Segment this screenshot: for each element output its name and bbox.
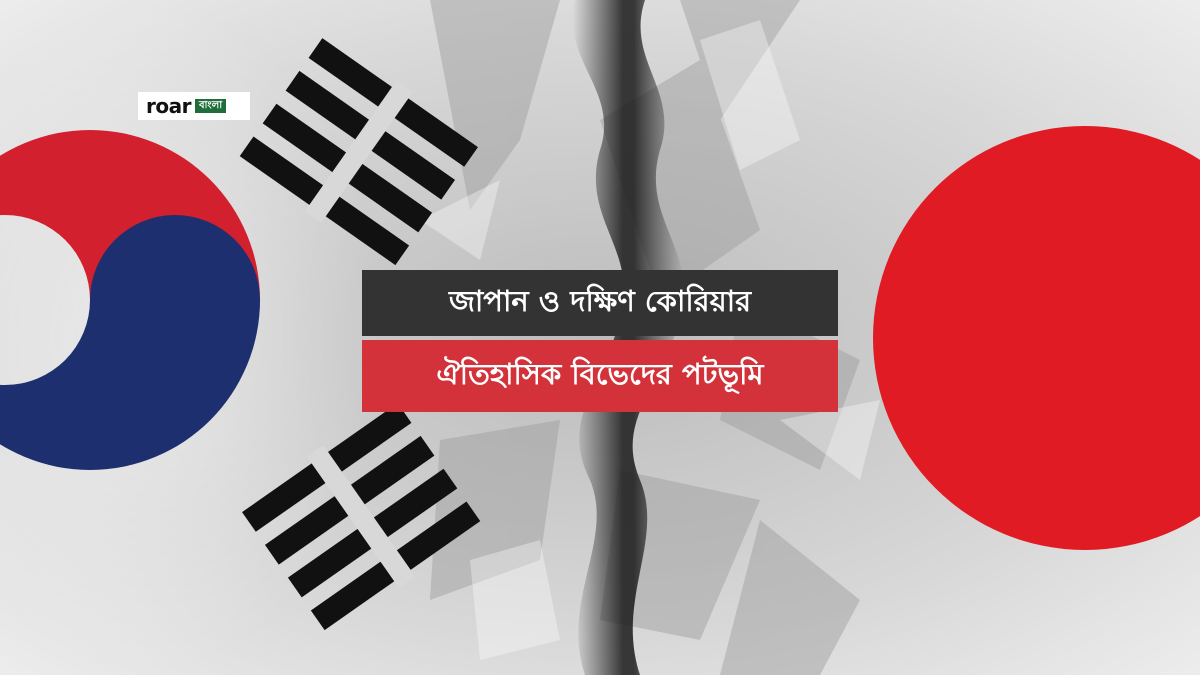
brand-logo[interactable] — [138, 92, 250, 120]
brand-name: roar — [146, 94, 191, 118]
headline-line-1: জাপান ও দক্ষিণ কোরিয়ার — [362, 270, 838, 336]
brand-badge: বাংলা — [195, 99, 226, 113]
headline-line-2: ঐতিহাসিক বিভেদের পটভূমি — [362, 340, 838, 412]
